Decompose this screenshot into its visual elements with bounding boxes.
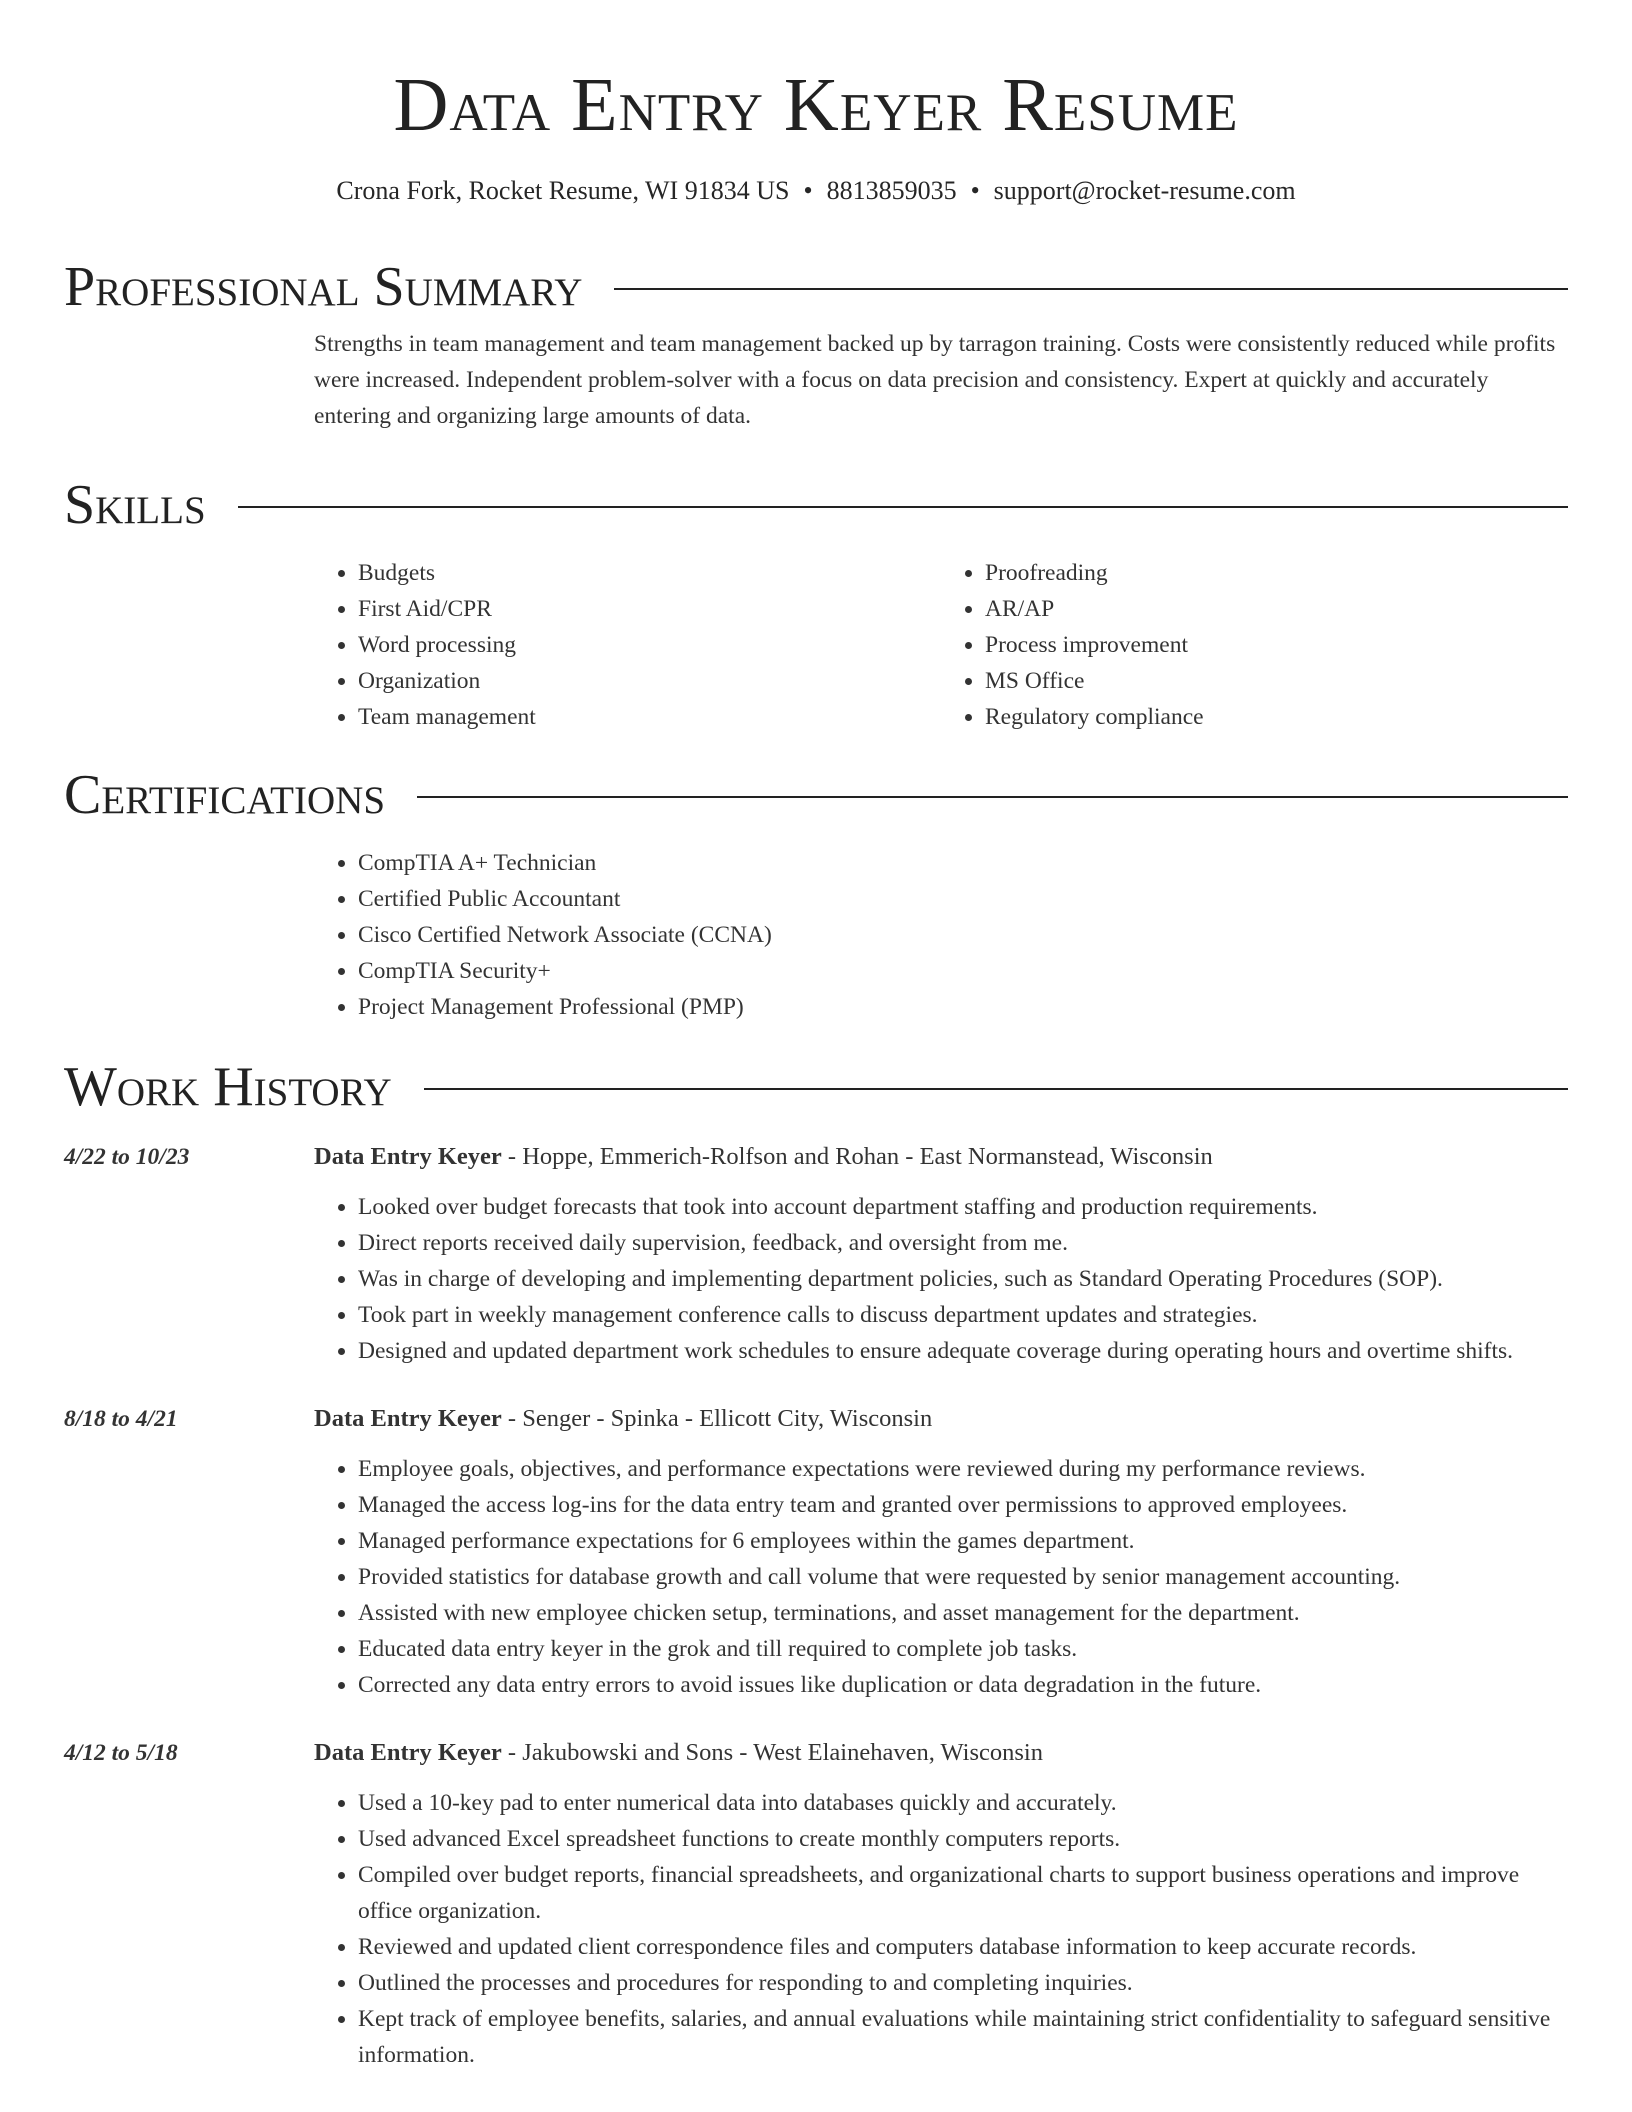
certification-item: • Certified Public Accountant [358,881,1568,917]
skill-item: • Process improvement [985,627,1568,663]
certifications-header [64,760,1568,830]
work-history-header [64,1052,1568,1122]
certification-item: • Cisco Certified Network Associate (CCNA) [358,917,1568,953]
skill-item: • First Aid/CPR [358,591,941,627]
job-bullet: • Managed performance expectations for 6 employees within the games department. [358,1523,1568,1559]
contact-line [0,175,1632,207]
job-bullet: • Took part in weekly management conference calls to discuss department updates and strategies. [358,1297,1568,1333]
skills-header [64,470,1568,540]
certifications-section [64,760,1568,1025]
job-bullet: • Designed and updated department work schedules to ensure adequate coverage during operating hours and overtime shifts. [358,1333,1568,1369]
job-bullet: • Was in charge of developing and implementing department policies, such as Standard Operating Procedures (SOP). [358,1261,1568,1297]
certification-item: • CompTIA A+ Technician [358,845,1568,881]
summary-header [64,252,1568,322]
skills-grid [314,555,1568,735]
job-bullets [314,1451,1568,1703]
job-role: Data Entry Keyer [314,1405,502,1432]
summary-text: Strengths in team management and team management backed up by tarragon training. Costs were consistently reduced while profits were increased. Independent problem-solver with a focus on data precision and consistency. Expert at quickly and accurately entering and organizing large amounts of data. [314,331,1556,429]
job-details: - Hoppe, Emmerich-Rolfson and Rohan - East Normanstead, Wisconsin [501,1143,1213,1170]
summary-heading: Professional Summary [64,256,583,318]
job-bullet: • Assisted with new employee chicken setup, terminations, and asset management for the department. [358,1595,1568,1631]
page-title: Data Entry Keyer Resume [393,63,1239,147]
skills-section [64,470,1568,735]
job-header [314,1735,1568,1771]
contact-separator: • [970,176,980,205]
summary-section [64,252,1568,434]
certification-item: • CompTIA Security+ [358,953,1568,989]
job-role: Data Entry Keyer [314,1143,502,1170]
job-bullet: • Reviewed and updated client correspondence files and computers database information to keep accurate records. [358,1929,1568,1965]
job-bullet-list [314,1785,1568,2073]
job-bullet: • Educated data entry keyer in the grok and till required to complete job tasks. [358,1631,1568,1667]
skill-item: • Budgets [358,555,941,591]
job-bullet: • Used a 10-key pad to enter numerical data into databases quickly and accurately. [358,1785,1568,1821]
certifications-heading: Certifications [64,764,386,826]
contact-separator: • [803,176,813,205]
section-divider [424,1088,1568,1090]
skill-item: • Team management [358,699,941,735]
section-divider [614,288,1568,290]
certifications-body [314,845,1568,1025]
skill-item: • Word processing [358,627,941,663]
skill-item: • Regulatory compliance [985,699,1568,735]
job-bullet: • Looked over budget forecasts that took into account department staffing and production requirements. [358,1189,1568,1225]
job-bullet: • Corrected any data entry errors to avoid issues like duplication or data degradation in the future. [358,1667,1568,1703]
job-bullet-list [314,1189,1568,1369]
job-bullets [314,1189,1568,1369]
skill-item: • Proofreading [985,555,1568,591]
work-history-section [64,1052,1568,2073]
skill-item: • AR/AP [985,591,1568,627]
job-entry [64,1735,1568,2073]
section-divider [417,796,1568,798]
skills-heading: Skills [64,474,206,536]
job-bullet: • Outlined the processes and procedures for responding to and completing inquiries. [358,1965,1568,2001]
work-history-heading: Work History [64,1056,392,1118]
job-entry [64,1401,1568,1703]
contact-email: support@rocket-resume.com [993,176,1296,205]
contact-address: Crona Fork, Rocket Resume, WI 91834 US [336,176,790,205]
skills-list-right [941,555,1568,735]
certifications-list [314,845,1568,1025]
job-bullet: • Provided statistics for database growth and call volume that were requested by senior management accounting. [358,1559,1568,1595]
job-bullets [314,1785,1568,2073]
job-bullet: • Used advanced Excel spreadsheet functions to create monthly computers reports. [358,1821,1568,1857]
skills-list-left [314,555,941,735]
job-dates: 4/22 to 10/23 [64,1144,190,1170]
job-details: - Senger - Spinka - Ellicott City, Wisconsin [501,1405,933,1432]
contact-phone: 8813859035 [826,176,957,205]
job-header [314,1401,1568,1437]
job-bullet: • Employee goals, objectives, and performance expectations were reviewed during my performance reviews. [358,1451,1568,1487]
section-divider [238,506,1568,508]
job-dates: 8/18 to 4/21 [64,1406,178,1432]
job-dates: 4/12 to 5/18 [64,1740,178,1766]
certification-item: • Project Management Professional (PMP) [358,989,1568,1025]
job-bullet: • Compiled over budget reports, financial spreadsheets, and organizational charts to support business operations and improve office organization. [358,1857,1568,1929]
job-entry [64,1139,1568,1369]
job-bullet-list [314,1451,1568,1703]
job-bullet: • Kept track of employee benefits, salaries, and annual evaluations while maintaining strict confidentiality to safeguard sensitive information. [358,2001,1568,2073]
job-header [314,1139,1568,1175]
job-details: - Jakubowski and Sons - West Elainehaven, Wisconsin [501,1739,1043,1766]
job-bullet: • Direct reports received daily supervision, feedback, and oversight from me. [358,1225,1568,1261]
summary-body [314,326,1568,434]
skill-item: • Organization [358,663,941,699]
job-bullet: • Managed the access log-ins for the data entry team and granted over permissions to approved employees. [358,1487,1568,1523]
skill-item: • MS Office [985,663,1568,699]
job-role: Data Entry Keyer [314,1739,502,1766]
